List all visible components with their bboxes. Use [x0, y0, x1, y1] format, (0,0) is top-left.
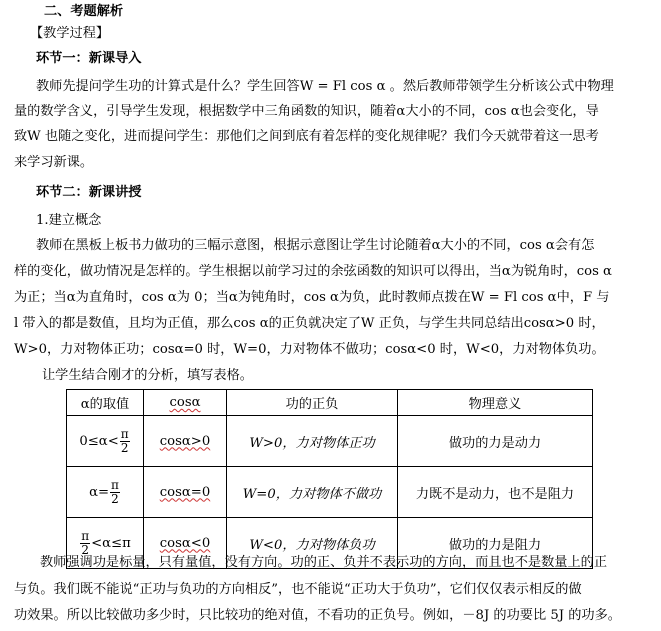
- step2-line-3: 为正；当α为直角时，cos α为 0；当α为钝角时，cos α为负，此时教师点拨在W = Fl cos α中，F 与: [14, 290, 610, 305]
- cell-work-2: W=0，力对物体不做功: [227, 467, 398, 518]
- cell-meaning-3: 做功的力是阻力: [398, 518, 593, 569]
- alpha-table: [66, 389, 593, 569]
- cos-value-1: cosα>0: [159, 433, 211, 449]
- cos-value-3: cosα<0: [159, 535, 211, 551]
- step1-line-2: 量的数学含义，引导学生发现，根据数学中三角函数的知识，随着α大小的不同，cos α也会变化，导: [14, 104, 599, 119]
- table-row: [67, 467, 593, 518]
- step2-title: 环节二：新课讲授: [36, 185, 142, 200]
- alpha-range-3: $\frac{\pi}{2}$ <α≤π: [81, 528, 131, 557]
- sub-heading: 1.建立概念: [36, 213, 102, 228]
- header-cos: [144, 390, 227, 416]
- header-work: 功的正负: [227, 390, 398, 416]
- alpha-range-2: α= $\frac{\pi}{2}$: [89, 477, 119, 506]
- step2-line-2: 样的变化，做功情况是怎样的。学生根据以前学习过的余弦函数的知识可以得出，当α为锐角时，cos α: [14, 264, 612, 279]
- cell-alpha-1: [67, 416, 144, 467]
- cos-value-2: cosα=0: [159, 484, 211, 500]
- cell-work-1: W>0，力对物体正功: [227, 416, 398, 467]
- step2-line-4: l 带入的都是数值，且均为正值，那么cos α的正负就决定了W 正负，与学生共同总结出cosα>0 时，: [14, 316, 605, 331]
- cell-work-3: W<0，力对物体负功: [227, 518, 398, 569]
- final-line-2: 与负。我们既不能说“正功与负功的方向相反”，也不能说“正功大于负功”，它们仅仅表示相反的做: [14, 582, 582, 597]
- header-cos-text: cosα: [169, 395, 201, 410]
- process-title: 【教学过程】: [30, 26, 110, 41]
- header-alpha: α的取值: [67, 390, 144, 416]
- table-header-row: [67, 390, 593, 416]
- step1-title: 环节一：新课导入: [36, 51, 142, 66]
- cell-meaning-2: 力既不是动力，也不是阻力: [398, 467, 593, 518]
- step2-line-5: W>0，力对物体正功；cosα=0 时，W=0，力对物体不做功；cosα<0 时，W<0，力对物体负功。: [14, 342, 605, 357]
- header-meaning: 物理意义: [398, 390, 593, 416]
- alpha-range-1: 0≤α< $\frac{\pi}{2}$: [79, 426, 129, 455]
- cell-cos-1: [144, 416, 227, 467]
- step1-line-4: 来学习新课。: [14, 155, 94, 170]
- step2-line-1: 教师在黑板上板书力做功的三幅示意图，根据示意图让学生讨论随着α大小的不同，cos α会有怎: [36, 238, 595, 253]
- cell-cos-2: [144, 467, 227, 518]
- table-intro: 让学生结合刚才的分析，填写表格。: [42, 368, 253, 383]
- table-row: [67, 416, 593, 467]
- final-line-3: 功效果。所以比较做功多少时，只比较功的绝对值，不看功的正负号。例如，－8J 的功要比 5J 的功多。: [14, 608, 621, 623]
- cell-alpha-2: [67, 467, 144, 518]
- cell-meaning-1: 做功的力是动力: [398, 416, 593, 467]
- step1-line-3: 致W 也随之变化，进而提问学生：那他们之间到底有着怎样的变化规律呢？我们今天就带着这一思考: [14, 129, 599, 144]
- step1-line-1: 教师先提问学生功的计算式是什么？学生回答W = Fl cos α 。然后教师带领学生分析该公式中物理: [36, 79, 614, 94]
- final-line-1: 教师强调功是标量，只有量值，没有方向。功的正、负并不表示功的方向，而且也不是数量上的正: [40, 555, 608, 570]
- section-title: 二、考题解析: [44, 4, 124, 19]
